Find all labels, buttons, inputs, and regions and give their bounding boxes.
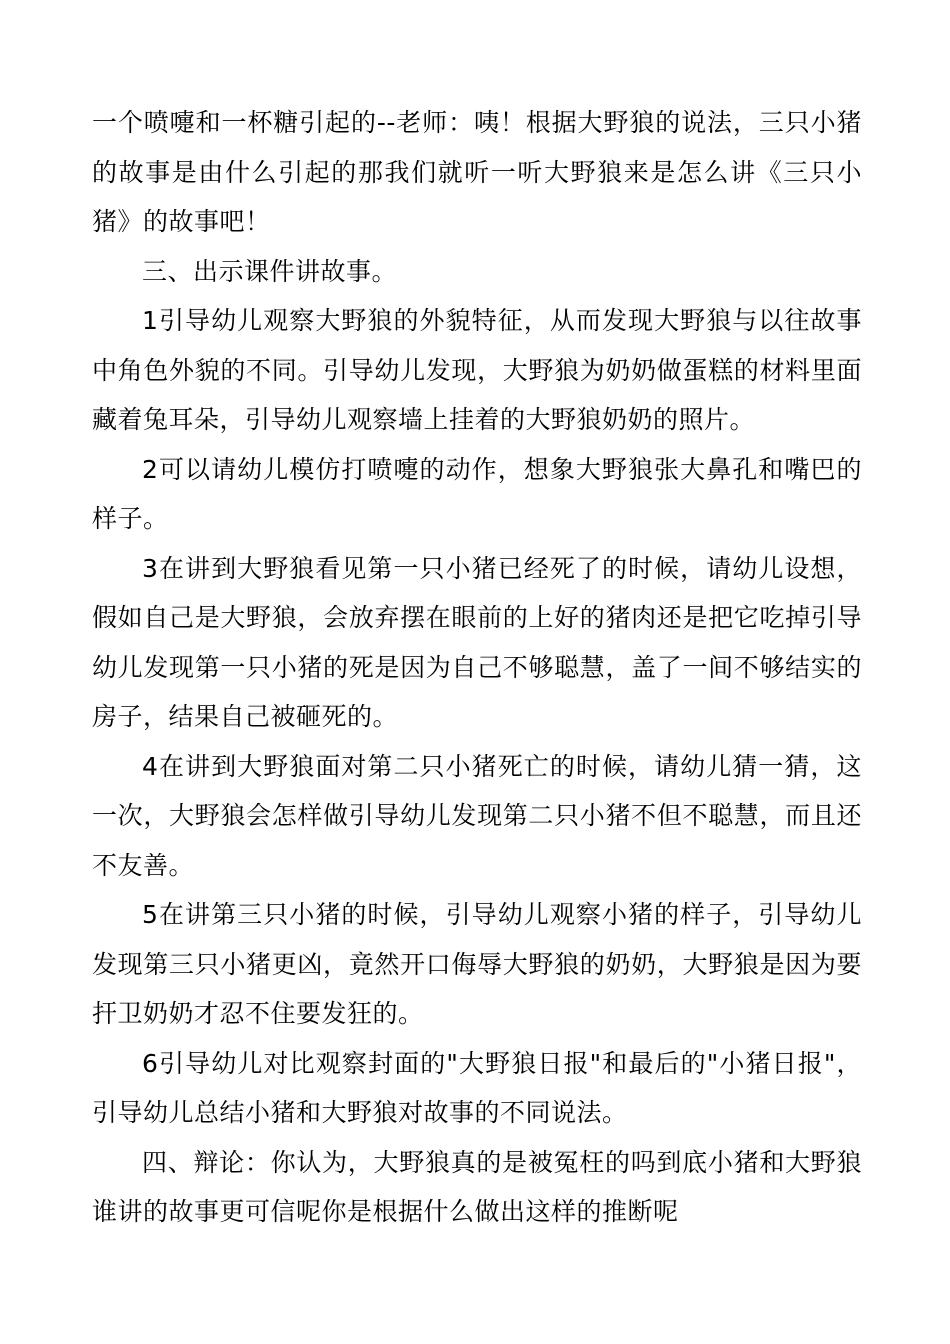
paragraph-step-2: 2可以请幼儿模仿打喷嚏的动作，想象大野狼张大鼻孔和嘴巴的样子。 [92,454,862,533]
paragraph-step-6: 6引导幼儿对比观察封面的"大野狼日报"和最后的"小猪日报"，引导幼儿总结小猪和大野狼对故事的不同说法。 [92,1048,862,1127]
paragraph-step-3: 3在讲到大野狼看见第一只小猪已经死了的时候，请幼儿设想，假如自己是大野狼，会放弃摆在眼前的上好的猪肉还是把它吃掉引导幼儿发现第一只小猪的死是因为自己不够聪慧，盖了一间不够结实的房子，结果自己被砸死的。 [92,553,862,731]
paragraph-section-four: 四、辩论：你认为，大野狼真的是被冤枉的吗到底小猪和大野狼谁讲的故事更可信呢你是根据什么做出这样的推断呢 [92,1147,862,1226]
document-page [92,98,862,1237]
paragraph-step-4: 4在讲到大野狼面对第二只小猪死亡的时候，请幼儿猜一猜，这一次，大野狼会怎样做引导幼儿发现第二只小猪不但不聪慧，而且还不友善。 [92,751,862,880]
paragraph-step-1: 1引导幼儿观察大野狼的外貌特征，从而发现大野狼与以往故事中角色外貌的不同。引导幼儿发现，大野狼为奶奶做蛋糕的材料里面藏着兔耳朵，引导幼儿观察墙上挂着的大野狼奶奶的照片。 [92,306,862,434]
paragraph-step-5: 5在讲第三只小猪的时候，引导幼儿观察小猪的样子，引导幼儿发现第三只小猪更凶，竟然开口侮辱大野狼的奶奶，大野狼是因为要扞卫奶奶才忍不住要发狂的。 [92,900,862,1028]
paragraph-section-three: 三、出示课件讲故事。 [142,256,398,286]
paragraph-continuation: 一个喷嚏和一杯糖引起的--老师：咦！根据大野狼的说法，三只小猪的故事是由什么引起的那我们就听一听大野狼来是怎么讲《三只小猪》的故事吧！ [92,108,862,236]
